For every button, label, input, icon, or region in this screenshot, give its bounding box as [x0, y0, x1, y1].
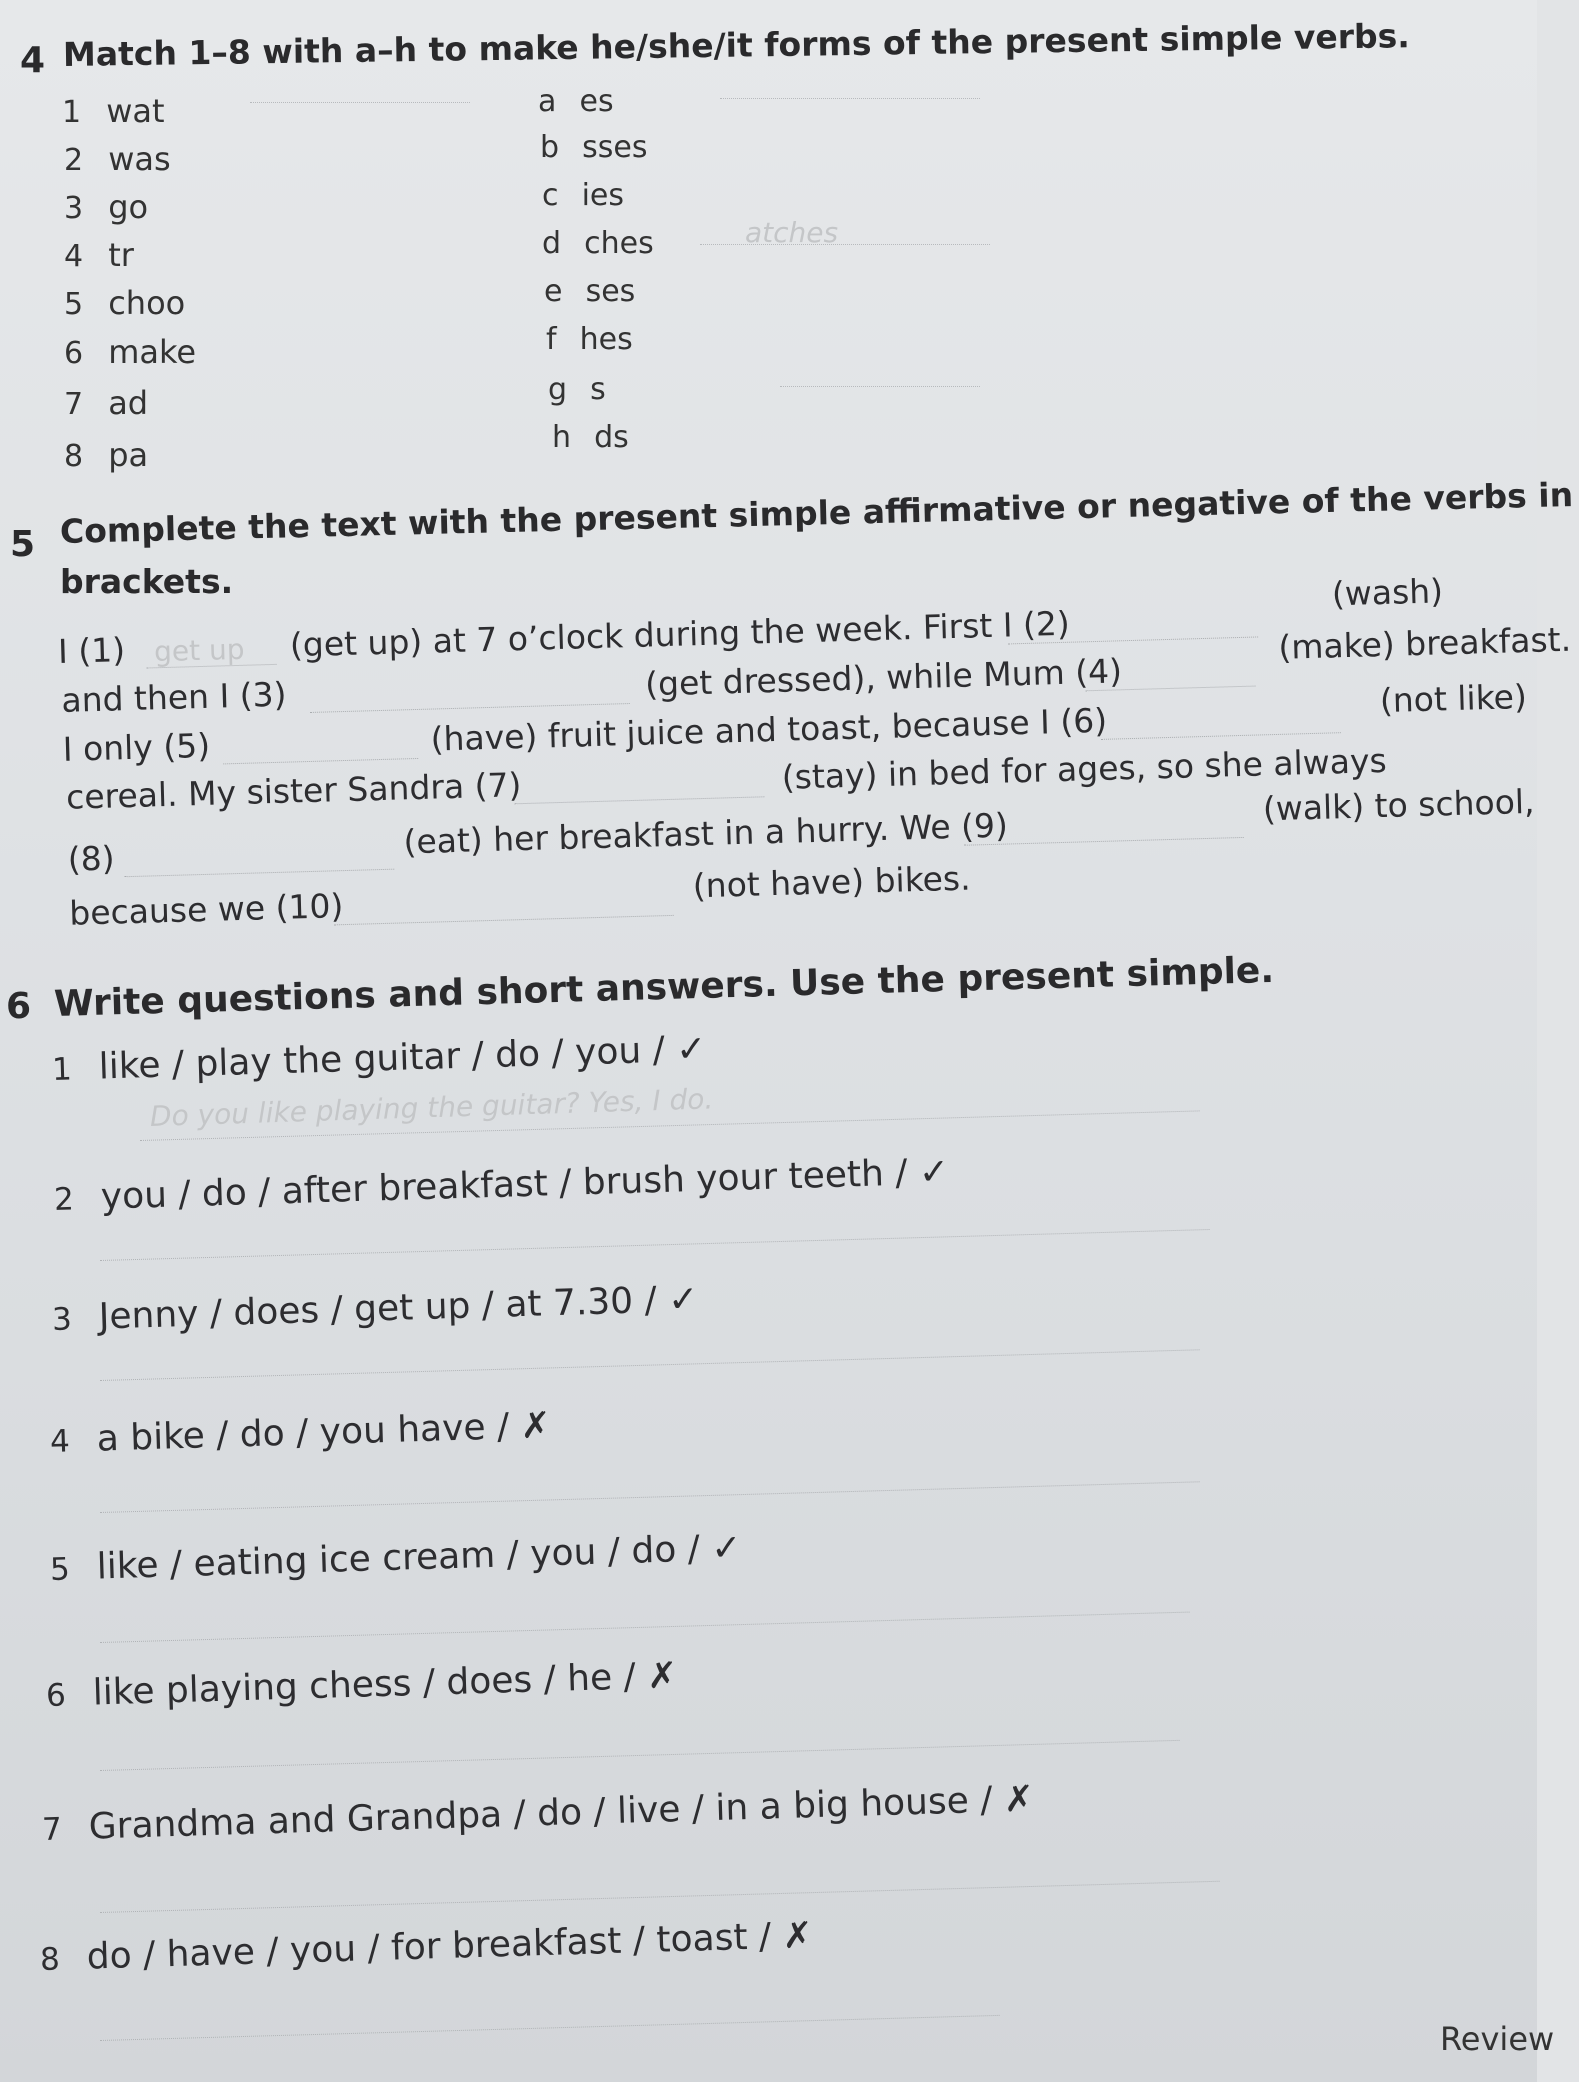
question-prompt: Jenny / does / get up / at 7.30 / ✓ [98, 1278, 699, 1338]
faint-handwritten-answer: Do you like playing the guitar? Yes, I do. [149, 1082, 714, 1133]
text-segment: (not have) bikes. [692, 858, 972, 906]
question-number: 8 [39, 1941, 61, 1978]
answer-line [780, 386, 980, 387]
faint-filled-answer: get up [153, 632, 245, 669]
ending-letter: d [542, 226, 562, 261]
stem-text: pa [108, 436, 149, 474]
ending-letter: f [546, 322, 557, 357]
question-number: 5 [49, 1551, 71, 1588]
answer-line-2[interactable] [100, 1229, 1210, 1261]
question-prompt: like / eating ice cream / you / do / ✓ [96, 1527, 743, 1588]
answer-line-5[interactable] [100, 1612, 1190, 1643]
question-prompt: a bike / do / you have / ✗ [96, 1405, 552, 1460]
question-number: 3 [51, 1301, 73, 1338]
stem-text: choo [108, 284, 186, 322]
ending-letter: c [542, 178, 559, 213]
answer-line [700, 244, 990, 245]
stem-number: 3 [64, 191, 84, 226]
question-item-7 [41, 1779, 1034, 1849]
question-prompt: like playing chess / does / he / ✗ [92, 1655, 678, 1714]
stem-number: 1 [62, 95, 82, 130]
ending-text: ies [581, 178, 625, 213]
ending-item [542, 226, 654, 261]
ending-item [552, 420, 629, 455]
stem-text: go [108, 188, 149, 226]
question-number: 4 [49, 1423, 71, 1460]
answer-line-4[interactable] [100, 1481, 1200, 1513]
text-segment: I only (5) [62, 725, 211, 769]
text-segment: (walk) to school, [1262, 781, 1535, 829]
question-number: 6 [45, 1677, 67, 1714]
text-segment: (get up) at 7 o’clock during the week. First I (2) [289, 603, 1071, 665]
answer-line-7[interactable] [100, 1881, 1220, 1913]
exercise-4-number: 4 [20, 40, 46, 81]
stem-item [64, 140, 171, 178]
text-segment: (have) fruit juice and toast, because I (6) [430, 700, 1108, 759]
ending-letter: h [552, 420, 572, 455]
stem-item [64, 384, 148, 422]
text-segment: cereal. My sister Sandra (7) [65, 765, 522, 817]
ending-item [546, 322, 633, 357]
text-segment: (eat) her breakfast in a hurry. We (9) [402, 805, 1009, 862]
stem-number: 2 [64, 143, 84, 178]
question-item-6 [45, 1655, 677, 1715]
question-number: 1 [51, 1051, 73, 1088]
text-segment: and then I (3) [60, 674, 287, 720]
exercise-5-number: 5 [10, 524, 36, 565]
faint-handwritten-answer: atches [745, 216, 839, 249]
blank-5[interactable] [223, 758, 418, 764]
exercise-6-number: 6 [6, 986, 32, 1027]
ending-item [542, 178, 624, 213]
stem-text: ad [108, 384, 149, 422]
text-segment: I (1) [57, 630, 126, 671]
ending-item [548, 372, 606, 407]
ending-text: sses [582, 130, 648, 165]
text-segment: (get dressed), while Mum (4) [644, 651, 1123, 704]
question-item-8 [39, 1915, 813, 1979]
question-item-4 [49, 1405, 551, 1461]
stem-number: 7 [64, 387, 84, 422]
question-number: 7 [41, 1811, 63, 1848]
text-segment: (stay) in bed for ages, so she always [781, 740, 1388, 797]
answer-line-6[interactable] [100, 1740, 1180, 1771]
text-segment: (wash) [1331, 571, 1444, 614]
stem-text: wat [106, 92, 165, 130]
exercise-5-instructions-line2: brackets. [60, 562, 234, 601]
stem-text: was [108, 140, 171, 178]
exercise-5-text-block [56, 537, 1572, 958]
ending-letter: a [538, 84, 557, 119]
stem-number: 6 [64, 336, 84, 371]
question-prompt: you / do / after breakfast / brush your teeth / ✓ [100, 1151, 950, 1218]
stem-item [64, 436, 148, 474]
stem-item [62, 92, 165, 130]
blank-7[interactable] [514, 796, 764, 804]
question-prompt: do / have / you / for breakfast / toast / ✗ [86, 1915, 814, 1978]
blank-3[interactable] [310, 703, 630, 713]
ending-item [538, 84, 614, 119]
answer-line [720, 98, 980, 99]
answer-line [250, 102, 470, 103]
ending-text: ds [594, 420, 629, 455]
stem-text: tr [108, 236, 134, 274]
ending-letter: b [540, 130, 560, 165]
exercise-4-instructions: Match 1–8 with a–h to make he/she/it forms of the present simple verbs. [62, 16, 1411, 74]
stem-number: 5 [64, 287, 84, 322]
ending-text: hes [579, 322, 633, 357]
question-item-1 [51, 1029, 707, 1089]
text-segment: (not like) [1379, 676, 1528, 721]
ending-text: es [579, 84, 614, 119]
blank-10[interactable] [334, 915, 674, 925]
stem-item [64, 188, 148, 226]
ending-letter: g [548, 372, 568, 407]
ending-text: s [590, 372, 606, 407]
question-item-3 [51, 1279, 698, 1339]
text-segment: (make) breakfast. [1277, 619, 1572, 667]
ending-letter: e [544, 274, 563, 309]
answer-line-8[interactable] [100, 2015, 1000, 2041]
stem-number: 8 [64, 439, 84, 474]
blank-6[interactable] [1101, 732, 1341, 740]
answer-line-3[interactable] [100, 1349, 1200, 1381]
stem-item [64, 284, 185, 322]
stem-item [64, 333, 196, 371]
question-prompt: like / play the guitar / do / you / ✓ [98, 1028, 707, 1088]
question-item-2 [53, 1151, 949, 1219]
ending-text: ses [585, 274, 636, 309]
exercise-6-instructions: Write questions and short answers. Use the present simple. [53, 949, 1275, 1025]
stem-number: 4 [64, 239, 84, 274]
blank-8[interactable] [124, 869, 394, 878]
question-number: 2 [53, 1181, 75, 1218]
exercise-5-instructions-line1: Complete the text with the present simple affirmative or negative of the verbs in [59, 475, 1574, 551]
stem-item [64, 236, 134, 274]
question-item-5 [49, 1527, 742, 1589]
ending-item [540, 130, 648, 165]
text-segment: because we (10) [68, 886, 344, 933]
footer-review-label: Review [1440, 2020, 1555, 2058]
ending-text: ches [584, 226, 654, 261]
question-prompt: Grandma and Grandpa / do / live / in a big house / ✗ [88, 1778, 1035, 1848]
text-segment: (8) [67, 838, 116, 879]
ending-item [544, 274, 635, 309]
stem-text: make [108, 333, 197, 371]
